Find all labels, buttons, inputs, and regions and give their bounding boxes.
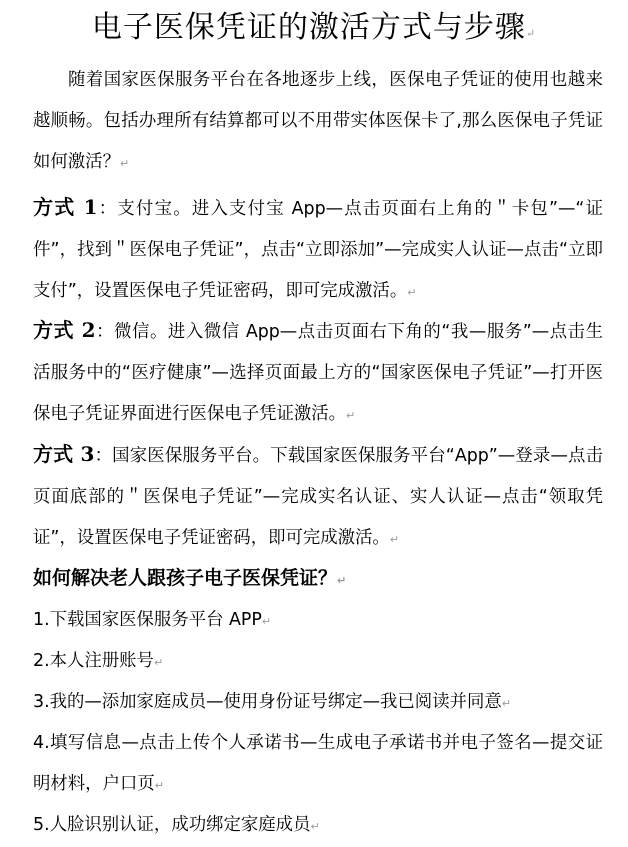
paragraph-mark: ↵ [501, 697, 511, 710]
section-heading: 如何解决老人跟孩子电子医保凭证？↵ [33, 567, 347, 589]
paragraph-mark: ↵ [310, 820, 320, 833]
step-5: 5.人脸识别认证，成功绑定家庭成员↵ [33, 815, 320, 835]
paragraph-mark: ↵ [261, 615, 272, 628]
method-2-text: ：微信。进入微信 App—点击页面右下角的“我—服务”—点击生活服务中的“医疗健康”—选择页面最上方的“国家医保电子凭证”—打开医保电子凭证界面进行医保电子凭证激活。 [33, 322, 603, 424]
paragraph-mark: ↵ [119, 157, 130, 170]
document-title: 电子医保凭证的激活方式与步骤↵ [91, 10, 537, 45]
method-2-label: 方式 2 [33, 318, 96, 342]
method-1-label: 方式 1 [33, 195, 98, 219]
paragraph-mark: ↵ [389, 533, 400, 546]
method-1-paragraph [33, 187, 603, 313]
paragraph-mark: ↵ [153, 656, 164, 669]
step-2: 2.本人注册账号↵ [33, 651, 164, 671]
paragraph-mark: ↵ [407, 286, 417, 299]
method-3-label: 方式 3 [33, 442, 95, 466]
step-1: 1.下载国家医保服务平台 APP↵ [33, 610, 272, 630]
paragraph-mark: ↵ [337, 574, 347, 587]
paragraph-mark: ↵ [525, 27, 537, 40]
method-3-paragraph [33, 434, 603, 560]
paragraph-mark: ↵ [346, 409, 356, 422]
paragraph-mark: ↵ [154, 779, 164, 792]
step-3: 3.我的—添加家庭成员—使用身份证号绑定—我已阅读并同意↵ [33, 692, 511, 712]
step-4: 4.填写信息—点击上传个人承诺书—生成电子承诺书并电子签名—提交证明材料，户口页↵ [33, 733, 603, 794]
method-2-paragraph [33, 310, 603, 436]
method-1-text: ：支付宝。进入支付宝 App—点击页面右上角的＂卡包”—“证件”，找到＂医保电子凭证”，点击“立即添加”—完成实人认证—点击“立即支付”，设置医保电子凭证密码，即可完成激活。 [33, 199, 603, 301]
method-3-text: ：国家医保服务平台。下载国家医保服务平台“App”—登录—点击页面底部的＂医保电子凭证”—完成实名认证、实人认证—点击“领取凭证”，设置医保电子凭证密码，即可完成激活。 [33, 446, 603, 548]
intro-paragraph: 随着国家医保服务平台在各地逐步上线，医保电子凭证的使用也越来越顺畅。包括办理所有结算都可以不用带实体医保卡了,那么医保电子凭证如何激活？↵ [33, 70, 603, 172]
